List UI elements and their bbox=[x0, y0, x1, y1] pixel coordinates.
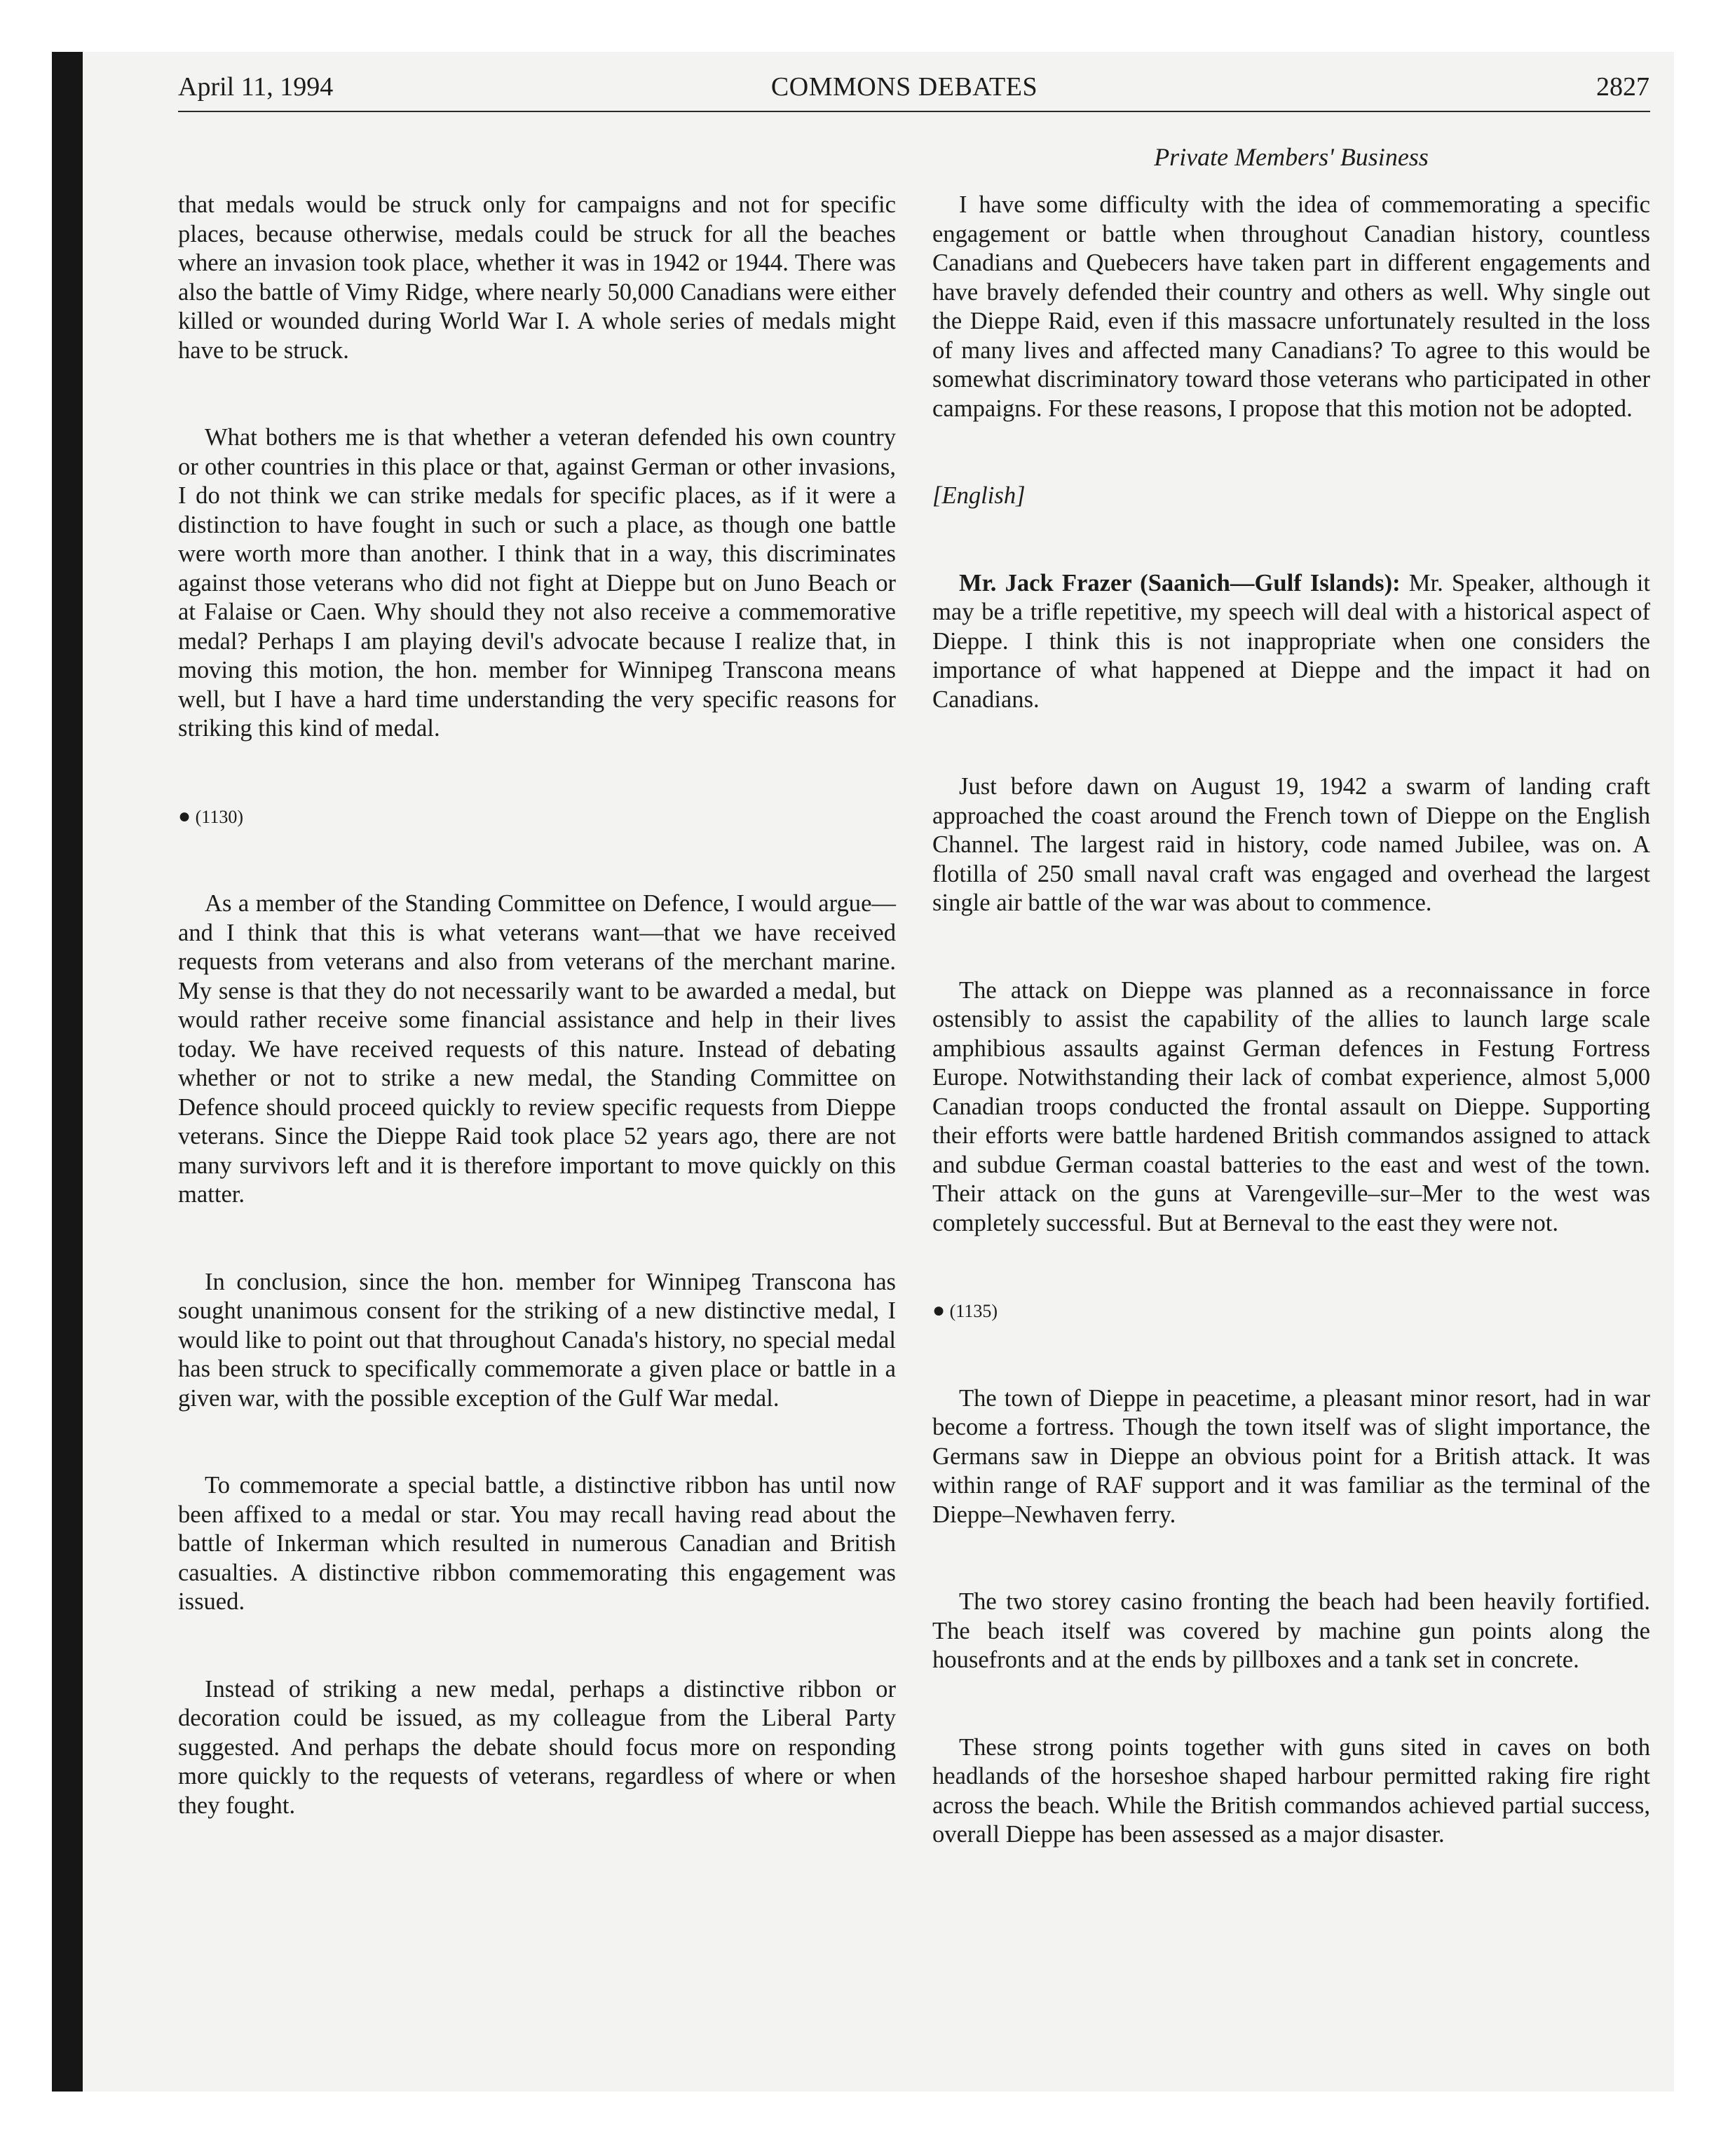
left-column bbox=[178, 191, 896, 1878]
right-column bbox=[932, 191, 1650, 1908]
paragraph: I have some difficulty with the idea of commemorating a specific engagement or battle when throughout Canadian history, countless Canadians and Quebecers have taken part in different engagements and have bravely defended their country and others as well. Why single out the Dieppe Raid, even if this massacre unfortunately resulted in the loss of many lives and affected many Canadians? To agree to this would be somewhat discriminatory toward those veterans who participated in other campaigns. For these reasons, I propose that this motion not be adopted. bbox=[932, 191, 1650, 422]
paragraph: As a member of the Standing Committee on Defence, I would argue—and I think that this is what veterans want—that we have received requests from veterans and also from veterans of the merchant marine. My sense is that they do not necessarily want to be awarded a medal, but would rather receive some financial assistance and help in their lives today. We have received requests of this nature. Instead of debating whether or not to strike a new medal, the Standing Committee on Defence should proceed quickly to review specific requests from Dieppe veterans. Since the Dieppe Raid took place 52 years ago, there are not many survivors left and it is therefore important to move quickly on this matter. bbox=[178, 890, 896, 1208]
header-page-number: 2827 bbox=[1596, 72, 1649, 102]
bullet-icon: ● bbox=[178, 804, 191, 828]
paragraph: that medals would be struck only for campaigns and not for specific places, because otherwise, medals could be struck for all the beaches where an invasion took place, whether it was in 1942 or 1944. There was also the battle of Vimy Ridge, where nearly 50,000 Canadians were either killed or wounded during World War I. A whole series of medals might have to be struck. bbox=[178, 191, 896, 364]
paragraph: The two storey casino fronting the beach had been heavily fortified. The beach itself was covered by machine gun points along the housefronts and at the ends by pillboxes and a tank set in concrete. bbox=[932, 1588, 1650, 1673]
paragraph: These strong points together with guns sited in caves on both headlands of the horseshoe shaped harbour permitted raking fire right across the beach. While the British commandos achieved partial success, overall Dieppe has been assessed as a major disaster. bbox=[932, 1733, 1650, 1848]
section-label: Private Members' Business bbox=[1154, 143, 1429, 171]
language-tag: [English] bbox=[932, 482, 1026, 509]
header-date: April 11, 1994 bbox=[178, 72, 334, 102]
paragraph: The attack on Dieppe was planned as a reconnaissance in force ostensibly to assist the capability of the allies to launch large scale amphibious assaults against German defences in Festung Fortress Europe. Notwithstanding their lack of combat experience, almost 5,000 Canadian troops conducted the frontal assault on Dieppe. Supporting their efforts were battle hardened British commandos assigned to attack and subdue German coastal batteries to the east and west of the town. Their attack on the guns at Varengeville–sur–Mer to the west was completely successful. But at Berneval to the east they were not. bbox=[932, 976, 1650, 1236]
time-marker bbox=[932, 1296, 1650, 1326]
paragraph: What bothers me is that whether a veteran defended his own country or other countries in this place or that, against German or other invasions, I do not think we can strike medals for specific places, as if it were a distinction to have fought in such or such a place, as though one battle were worth more than another. I think that in a way, this discriminates against those veterans who did not fight at Dieppe but on Juno Beach or at Falaise or Caen. Why should they not also receive a commemorative medal? Perhaps I am playing devil's advocate because I realize that, in moving this motion, the hon. member for Winnipeg Transcona means well, but I have a hard time understanding the very specific reasons for striking this kind of medal. bbox=[178, 424, 896, 742]
speech-paragraph bbox=[932, 569, 1650, 715]
paragraph: To commemorate a special battle, a distinctive ribbon has until now been affixed to a medal or star. You may recall having read about the battle of Inkerman which resulted in numerous Canadian and British casualties. A distinctive ribbon commemorating this engagement was issued. bbox=[178, 1472, 896, 1615]
header-publication-title: COMMONS DEBATES bbox=[770, 72, 1038, 102]
paragraph: The town of Dieppe in peacetime, a pleasant minor resort, had in war become a fortress. Though the town itself was of slight importance, the Germans saw in Dieppe an obvious point for a British attack. It was within range of RAF support and it was familiar as the terminal of the Dieppe–Newhaven ferry. bbox=[932, 1384, 1650, 1528]
paragraph: In conclusion, since the hon. member for Winnipeg Transcona has sought unanimous consent for the striking of a new distinctive medal, I would like to point out that throughout Canada's history, no special medal has been struck to specifically commemorate a given place or battle in a given war, with the possible exception of the Gulf War medal. bbox=[178, 1268, 896, 1412]
time-marker-label: (1135) bbox=[949, 1301, 998, 1321]
scan-border bbox=[52, 52, 83, 2092]
speech-text: Mr. Speaker, although it may be a trifle repetitive, my speech will deal with a historical aspect of Dieppe. I think this is not inappropriate when one considers the importance of what happened at Dieppe and the impact it had on Canadians. bbox=[932, 569, 1651, 713]
paragraph: Instead of striking a new medal, perhaps a distinctive ribbon or decoration could be issued, as my colleague from the Liberal Party suggested. And perhaps the debate should focus more on responding more quickly to the requests of veterans, regardless of where or when they fought. bbox=[178, 1675, 896, 1819]
header-rule bbox=[178, 111, 1650, 112]
bullet-icon: ● bbox=[932, 1299, 946, 1322]
speaker-name: Mr. Jack Frazer (Saanich—Gulf Islands): bbox=[959, 569, 1401, 596]
paragraph: Just before dawn on August 19, 1942 a swarm of landing craft approached the coast around the French town of Dieppe on the English Channel. The largest raid in history, code named Jubilee, was on. A flotilla of 250 small naval craft was engaged and overhead the largest single air battle of the war was about to commence. bbox=[932, 773, 1650, 916]
time-marker-label: (1130) bbox=[195, 806, 243, 827]
time-marker bbox=[178, 802, 896, 832]
